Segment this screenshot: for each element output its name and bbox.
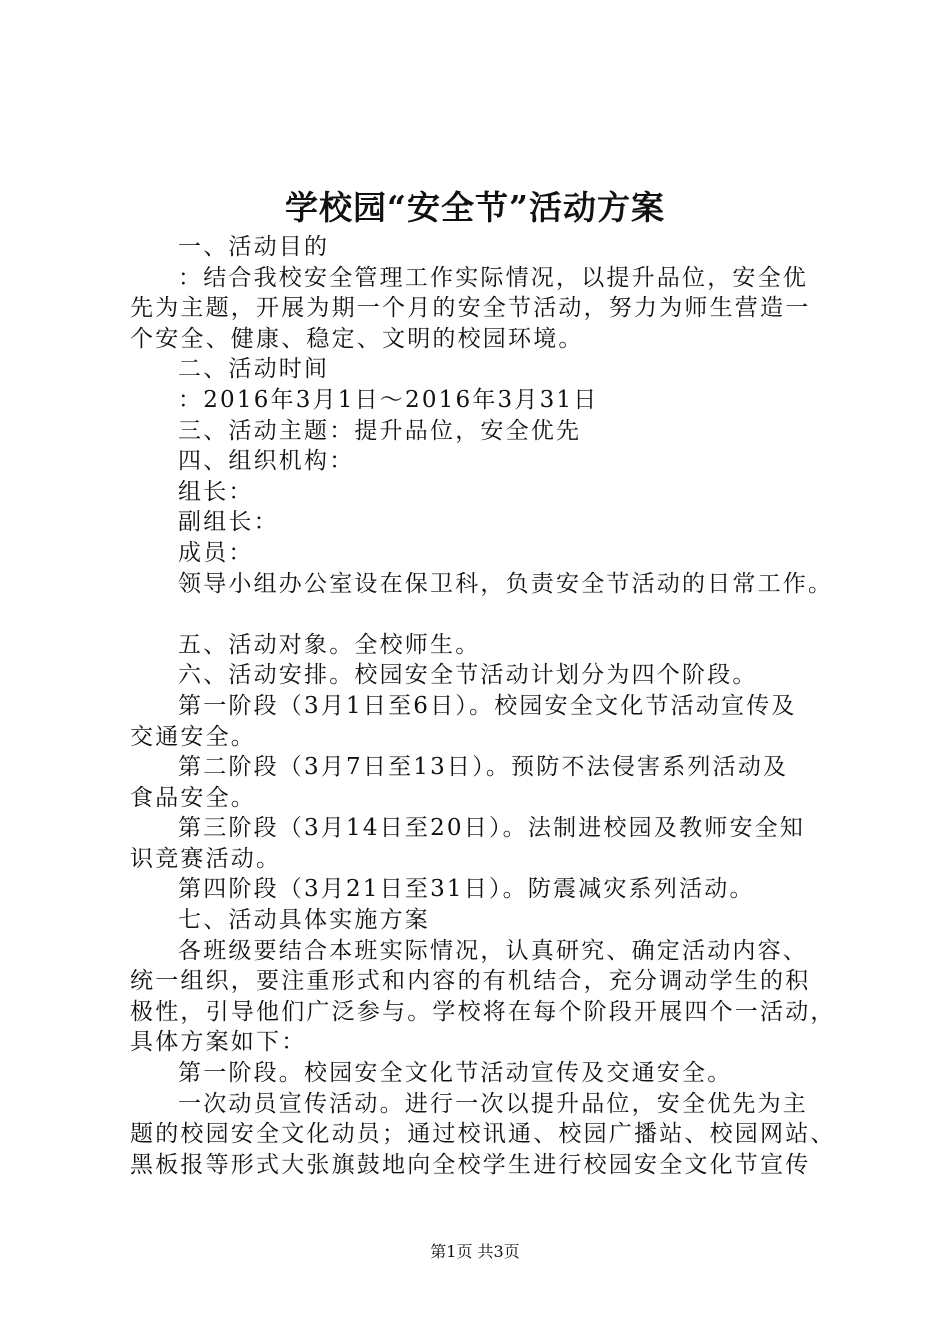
section-heading-arrangement: 六、活动安排。校园安全节活动计划分为四个阶段。 bbox=[178, 662, 758, 689]
section-heading-target: 五、活动对象。全校师生。 bbox=[178, 631, 481, 658]
paragraph-line: 第三阶段（3月14日至20日）。法制进校园及教师安全知 bbox=[178, 815, 806, 842]
paragraph-line: 题的校园安全文化动员；通过校讯通、校园广播站、校园网站、 bbox=[130, 1121, 836, 1148]
paragraph-line: ：结合我校安全管理工作实际情况，以提升品位，安全优 bbox=[178, 264, 808, 291]
paragraph-line: 第一阶段。校园安全文化节活动宣传及交通安全。 bbox=[178, 1060, 733, 1087]
paragraph-line: 识竞赛活动。 bbox=[130, 845, 282, 872]
paragraph-line: 各班级要结合本班实际情况，认真研究、确定活动内容、 bbox=[178, 937, 808, 964]
paragraph-line: 先为主题，开展为期一个月的安全节活动，努力为师生营造一 bbox=[130, 295, 811, 322]
document-title: 学校园“安全节”活动方案 bbox=[285, 188, 665, 227]
paragraph-line: 食品安全。 bbox=[130, 784, 256, 811]
section-heading-implementation: 七、活动具体实施方案 bbox=[178, 907, 430, 934]
paragraph-line: 组长： bbox=[178, 478, 254, 505]
section-heading-time: 二、活动时间 bbox=[178, 356, 330, 383]
paragraph-line: 成员： bbox=[178, 539, 254, 566]
paragraph-line: 第二阶段（3月7日至13日）。预防不法侵害系列活动及 bbox=[178, 754, 789, 781]
paragraph-line: 第一阶段（3月1日至6日）。校园安全文化节活动宣传及 bbox=[178, 692, 797, 719]
paragraph-line: 领导小组办公室设在保卫科，负责安全节活动的日常工作。 bbox=[178, 570, 834, 597]
paragraph-line: 黑板报等形式大张旗鼓地向全校学生进行校园安全文化节宣传 bbox=[130, 1151, 811, 1178]
paragraph-line: 极性，引导他们广泛参与。学校将在每个阶段开展四个一活动， bbox=[130, 998, 836, 1025]
paragraph-line: 副组长： bbox=[178, 509, 279, 536]
paragraph-line: 交通安全。 bbox=[130, 723, 256, 750]
paragraph-line: ：2016年3月1日～2016年3月31日 bbox=[178, 386, 599, 413]
paragraph-line: 一次动员宣传活动。进行一次以提升品位，安全优先为主 bbox=[178, 1090, 808, 1117]
section-heading-theme: 三、活动主题：提升品位，安全优先 bbox=[178, 417, 582, 444]
paragraph-line: 具体方案如下： bbox=[130, 1029, 307, 1056]
paragraph-line: 个安全、健康、稳定、文明的校园环境。 bbox=[130, 325, 584, 352]
page-footer: 第1页 共3页 bbox=[430, 1242, 520, 1261]
paragraph-line: 第四阶段（3月21日至31日）。防震减灾系列活动。 bbox=[178, 876, 755, 903]
blank-line bbox=[130, 599, 840, 630]
document-body bbox=[130, 232, 840, 1180]
section-heading-organization: 四、组织机构： bbox=[178, 448, 355, 475]
section-heading-purpose: 一、活动目的 bbox=[178, 234, 330, 260]
paragraph-line: 统一组织，要注重形式和内容的有机结合，充分调动学生的积 bbox=[130, 968, 811, 995]
